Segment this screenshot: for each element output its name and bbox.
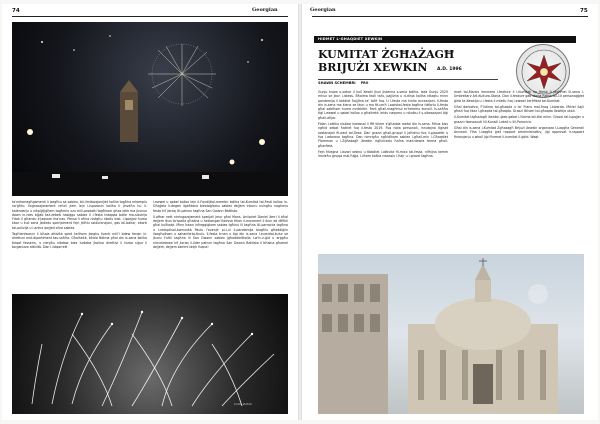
right-text-column-1	[318, 90, 448, 252]
page-number: 75	[580, 8, 588, 14]
author-role: PRO	[360, 81, 369, 85]
left-page	[2, 4, 298, 420]
magazine-logo: Georgian	[252, 7, 278, 13]
author-name: SHAWN SCHEMBRI	[318, 81, 356, 85]
night-fireworks-photo	[12, 22, 288, 196]
paragraph: Fejn ħtieġna l-lavori xebnu u tibbdiet l-attivita fil-mixx tal-festa, nifhijna kemm imxieħu gruppi mal-ħajja. Lilhom kollha nwasslu l-ħajr u l-grazzi tagħna.	[318, 149, 448, 159]
fireworks-illustration	[12, 22, 288, 196]
header-rule	[312, 16, 588, 17]
paragraph: Tagħleniwanni li bħala attività spiet kellhom jkeghu fuenti mill'i bdew ferqin iż-diretturi mid-dipartiment tas-saħħa. Għalhekk, bħala Ndima għal din is-sena kollha tieqaf fesserin, u nergħu nibdew biex ludieba jkollna direttivi li huwa siġur li torganizza attività. Dan l-istqarrett	[12, 232, 147, 249]
founding-year: A.D. 1996	[437, 67, 462, 72]
byline-rule	[318, 79, 498, 80]
paragraph: ta'mitomagħgamenti li jsegħtu sa sabiex, bil-ilmitazzjonijiet kollha tagħha mkomplu na'għtu. Ilngnazzjarament refuri jiem lejn l-isporosin kollha li jinvaħu hu il-kalendarju u nikpijjijigħem tagħmlu uzu mill-prodotti tagħhom għax jekk ma jkunux dawn in-nies bijjab taż-żebeb nasiġgu sabiex li l-festa tnaqqas bañe ma-siżuhija f'dak li għandu x'jaqsam ma'nax. Penso li aħna nistgħu nkollu bist. l-ispejjeż huma kbar u kull sena jżidedu speċjalment fejn jidħlu ssiduranzjoni, gas bil-bahar, ekorti tal-pulizija u l-artna ipejjed ohra sabiex.	[12, 200, 147, 230]
right-text-column-2	[454, 90, 584, 252]
right-page	[302, 4, 598, 420]
paragraph: Għal darbohra, F'lidima tal-għaqda u ta' Frans mal-ħrog l-kwarda. Mikiel Sajli għeżi fuq kbar l-għaqda tal-għaqda. Grazzi lillhom tal-għaqda Xewkija ukoll.	[454, 104, 584, 114]
left-text-column-1	[12, 200, 147, 304]
left-text-column-2	[153, 200, 288, 304]
header-rule	[12, 16, 288, 17]
paragraph: Il-Kumitat Iżgħażagħ Xewkin ġieb gabel l-ħidma bit-tfal minn. Grazzi tal-ispajjer u grazzi rikonoxxuti lill-Kunsill Lokali u lill-Parroċċa.	[454, 115, 584, 124]
byline	[318, 81, 368, 85]
paragraph: Gunju huwa x-xahar li kull Xewki jkun jistenna s-sena kollha. Izda Gunju 2020 mhux se jkun l-istess. Bħalma tkoll tafu, pajjiżna u d-dinja kollha ntlaqtu minn pandemija li biddlet ħajjitna ta' taħt fuq. U l-festa ma kinitx eccezzjoni. Il-festa din is-sena ma kienx se tkun u ma fit-cerħ l-awiskal-festa tagħna tiżfortu il-festa għal sabiħom huma mnikkitin. Fent għall-magħmul m'hemmx kunsill. Is-saħħa tiġi l-ewwel u qabel kollox u għalhekk irridu naqsmu u nitolbu li s-sitwazzjoni tiġi għall-aħjar.	[318, 90, 448, 120]
paragraph: mart tal-Marsis imnewra l-feature li l-Kumitat ha ftiesb li jagħmel lil-sena l-Umbrellarv Art-Kultura-Storja. Dan il-feature gab storja ħafna tal-10 personaġġiet ġirib te-Xewkija u l-festa li mtellu fuq l-ewwel ċertifikat tal-Kumitat.	[454, 90, 584, 103]
fireworks-bw-photo	[12, 294, 288, 414]
paragraph: Fidan l-attiku nistieq inwassal li ffit kliem x'għadda metal din is-sena. Mhux biss ngħid xebat ħatriet fuq il-festa 2019. Fuq nota personali, innutajna tigiset sostanzjali fil-east tal-Tważ. Dan grazzi għall-gruppi li jaħdmu fuq il-pjazzetti u fuq l-adoroxa tagħna. Dan nimrigħu ngħidlhom sabiex l-għall-min l-Għaqdiet Ħamman u l-Żgħażagħ Xewkin rigħiċċedu ħafna mad-dawra ferma għall-għarfiela.	[318, 122, 448, 148]
fireworks-burst-illustration	[12, 294, 288, 414]
page-number: 74	[12, 8, 20, 14]
paragraph: Il-affrar nett nirringazzjament speċjali jmur għal Mons. Arċipriet Daniel Xerri li bħal dejjem ikun ta'spalla għalina u heklongan'ikeċssa Hilan il-movment li ikun ed diffiċli għal kulħadd. Minn hawn inħeggiġkom sabiex tgħinu lil tagħna lill-parroċċa tagħna u r-reduplisal-komunità Paulu l'avenjir pi-l-ul il-pandemija biagħlu għaddiġiin ilsogħolhom u sahanforta-tkulu. Il-festa trnan u tigi din is-sena l-eumidal-kulur se jkunu t'utili tagħna lil San Gwann sabiex jgħaddieltkolla l-w'ic-ż-ġid u erġgħu nirrcelebraw kif jixraq il-lider patrun tagħna San Gwann Battista li bħalna għamel dejjem, dejjem żammi idejh fuqna!	[153, 214, 288, 249]
paragraph: l-ewwel u qabel kollox lejn il-Fondijtlal-membri kollha tal-Kumitat tal-Festi kollox in-Għajjela li-degen ilgaħtana biextaġiamu sabiex dejjem inkunu nsingħu naghmlu festa kif jixraq lill-patrun tagħna San Gwann Battista.	[153, 200, 288, 213]
paragraph: Għal din is-sena l-Kumitat Żgħażagħ Brijużi Xewkin organizza l-Laqgħa Generali Annwali. Fiha l-laqgħa ġiet rapport amministrattiv, jiġi approvat ir-rapport finanzjarju u wkoll jiġi ffurmat il-kumitat il-ġdid. Waqt	[454, 126, 584, 139]
section-banner: HIDMET L-GHAQDIET XEWKIN	[314, 36, 576, 43]
church-illustration	[318, 254, 584, 414]
article-title-line2: BRIJUŻI XEWKIN	[318, 61, 428, 74]
photo-signature: Colin Zahra	[234, 402, 252, 406]
article-title-line1: KUMITAT ŻGĦAŻAGĦ	[318, 48, 455, 61]
magazine-logo: Georgian	[310, 7, 336, 13]
church-photo	[318, 254, 584, 414]
